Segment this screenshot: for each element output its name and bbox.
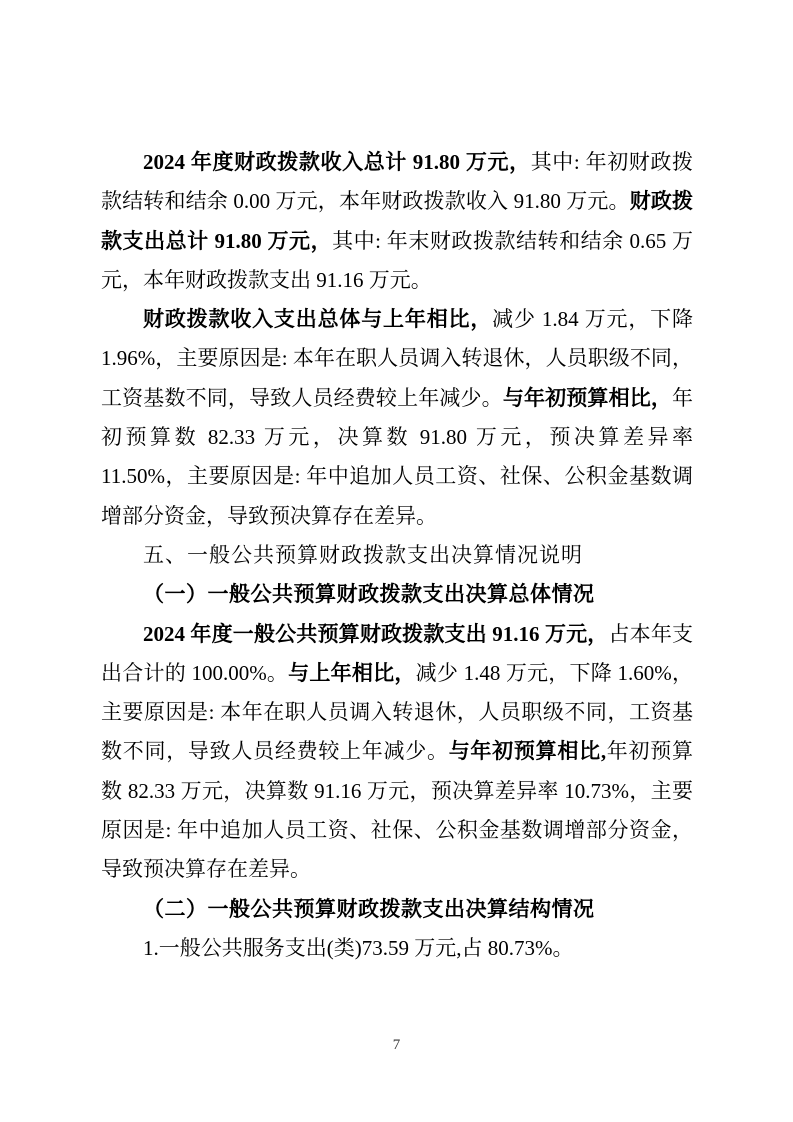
text-segment-bold: 与上年相比， [288,660,416,685]
paragraph-general-public-budget [101,615,693,890]
paragraph-fiscal-appropriation-total [101,143,693,300]
text-segment: 减少 1.48 万元，下降 1.60%，主要原因是: 本年在职人员调入转退休，人员职级不同，工资基数不同，导致人员经费较上年减少。 [101,660,693,764]
text-segment-bold: 与年初预算相比, [448,739,607,764]
document-body [101,143,693,968]
text-segment: 其中: 年末财政拨款结转和结余 0.65 万元，本年财政拨款支出 91.16 万元。 [101,228,694,292]
page-number: 7 [392,1037,401,1053]
text-segment: 减少 1.84 万元，下降 1.96%，主要原因是: 本年在职人员调入转退休，人员职级不同，工资基数不同，导致人员经费较上年减少。 [101,307,694,410]
sub-heading-2: （二）一般公共预算财政拨款支出决算结构情况 [143,896,595,921]
text-segment-bold: 财政拨款支出总计 91.80 万元， [101,189,694,253]
text-segment: 其中: 年初财政拨款结转和结余 0.00 万元，本年财政拨款收入 91.80 万元。 [101,150,694,214]
paragraph-income-vs-lastyear [101,300,693,536]
text-segment-bold: 2024 年度一般公共预算财政拨款支出 91.16 万元， [143,621,609,646]
text-segment-bold: 与年初预算相比， [502,385,673,410]
section-heading-5: 五、一般公共预算财政拨款支出决算情况说明 [143,543,583,567]
text-segment: 年初预算数 82.33 万元，决算数 91.80 万元，预决算差异率 11.50%，主要原因是: 年中追加人员工资、社保、公积金基数调增部分资金，导致预决算存在差异。 [101,385,694,528]
text-segment: 年初预算数 82.33 万元，决算数 91.16 万元，预决算差异率 10.73%，主要原因是: 年中追加人员工资、社保、公积金基数调增部分资金，导致预决算存在差异。 [101,739,694,882]
sub-heading-1: （一）一般公共预算财政拨款支出决算总体情况 [143,582,595,607]
text-segment: 占本年支出合计的 100.00%。 [101,621,694,685]
text-segment-bold: 财政拨款收入支出总体与上年相比， [143,307,493,332]
text-segment-bold: 2024 年度财政拨款收入总计 91.80 万元， [143,150,531,174]
paragraph-structure-item-1: 1.一般公共服务支出(类)73.59 万元,占 80.73%。 [143,935,574,960]
